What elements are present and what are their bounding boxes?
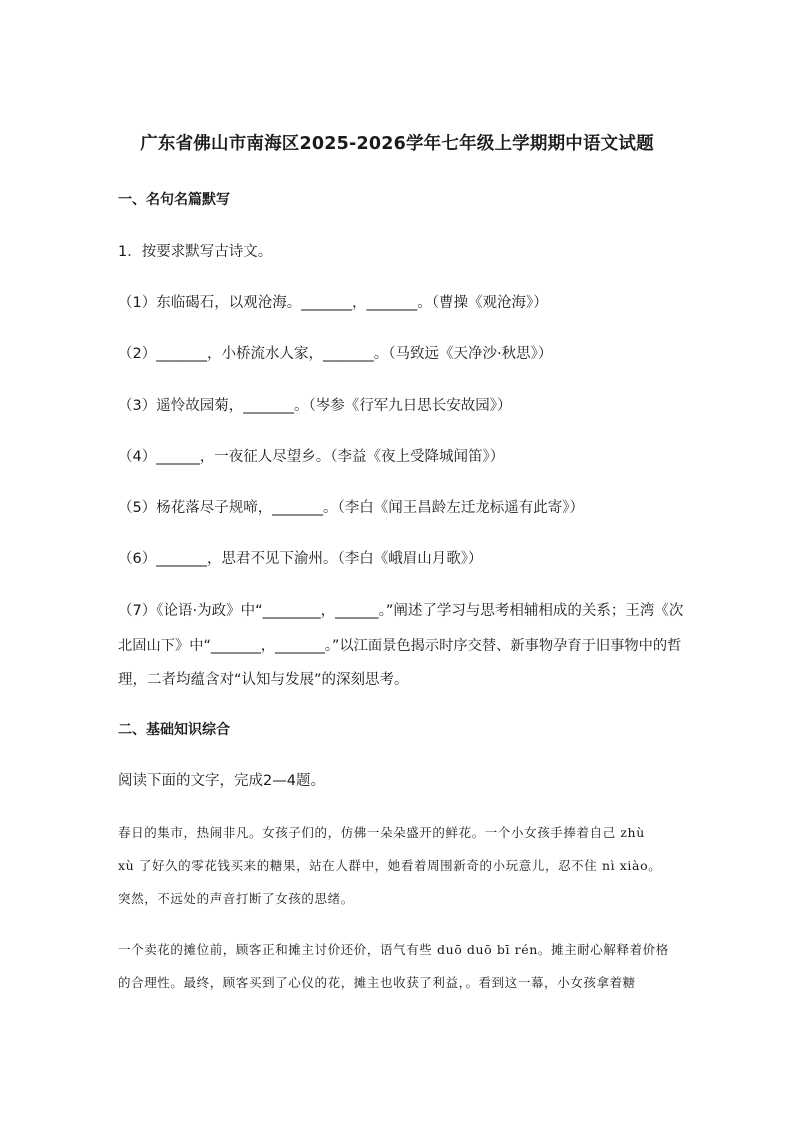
question-item-5: （5）杨花落尽子规啼，_______。（李白《闻王昌龄左迁龙标遥有此寄》）: [118, 500, 584, 516]
question-item-1: （1）东临碣石，以观沧海。_______，_______。（曹操《观沧海》）: [118, 295, 548, 311]
question-item-6: （6）_______，思君不见下渝州。（李白《峨眉山月歌》）: [118, 551, 483, 567]
question-item-7-line-3: 理，二者均蕴含对“认知与发展”的深刻思考。: [118, 672, 409, 688]
question-item-7-line-1: （7）《论语·为政》中“________，______。”阐述了学习与思考相辅相成的关系；王湾《次: [118, 603, 684, 619]
passage-line-2: xù 了好久的零花钱买来的糖果，站在人群中，她看着周围新奇的小玩意儿，忍不住 nì xiào。: [118, 858, 662, 873]
question-item-2: （2）_______，小桥流水人家，_______。（马致远《天净沙·秋思》）: [118, 346, 553, 362]
section-heading-2: 二、基础知识综合: [118, 722, 230, 738]
question-1: 1．按要求默写古诗文。: [118, 244, 273, 260]
section-2-intro: 阅读下面的文字，完成2—4题。: [118, 773, 325, 789]
passage-line-4: 一个卖花的摊位前，顾客正和摊主讨价还价，语气有些 duō duō bī rén。摊主耐心解释着价格: [118, 942, 669, 957]
passage-line-1: 春日的集市，热闹非凡。女孩子们的，仿佛一朵朵盛开的鲜花。一个小女孩手捧着自己 zhù: [118, 825, 645, 840]
question-item-7-line-2: 北固山下》中“_______，_______。”以江面景色揭示时序交替、新事物孕育于旧事物中的哲: [118, 638, 682, 654]
passage-line-5: 的合理性。最终，顾客买到了心仪的花，摊主也收获了利益，。看到这一幕，小女孩拿着糖: [118, 975, 636, 990]
question-item-3: （3）遥怜故园菊，_______。（岑参《行军九日思长安故园》）: [118, 398, 512, 414]
page-title: 广东省佛山市南海区2025-2026学年七年级上学期期中语文试题: [140, 134, 654, 154]
passage-line-3: 突然，不远处的声音打断了女孩的思绪。: [118, 891, 354, 906]
question-item-4: （4）______，一夜征人尽望乡。（李益《夜上受降城闻笛》）: [118, 449, 505, 465]
section-heading-1: 一、名句名篇默写: [118, 192, 230, 208]
